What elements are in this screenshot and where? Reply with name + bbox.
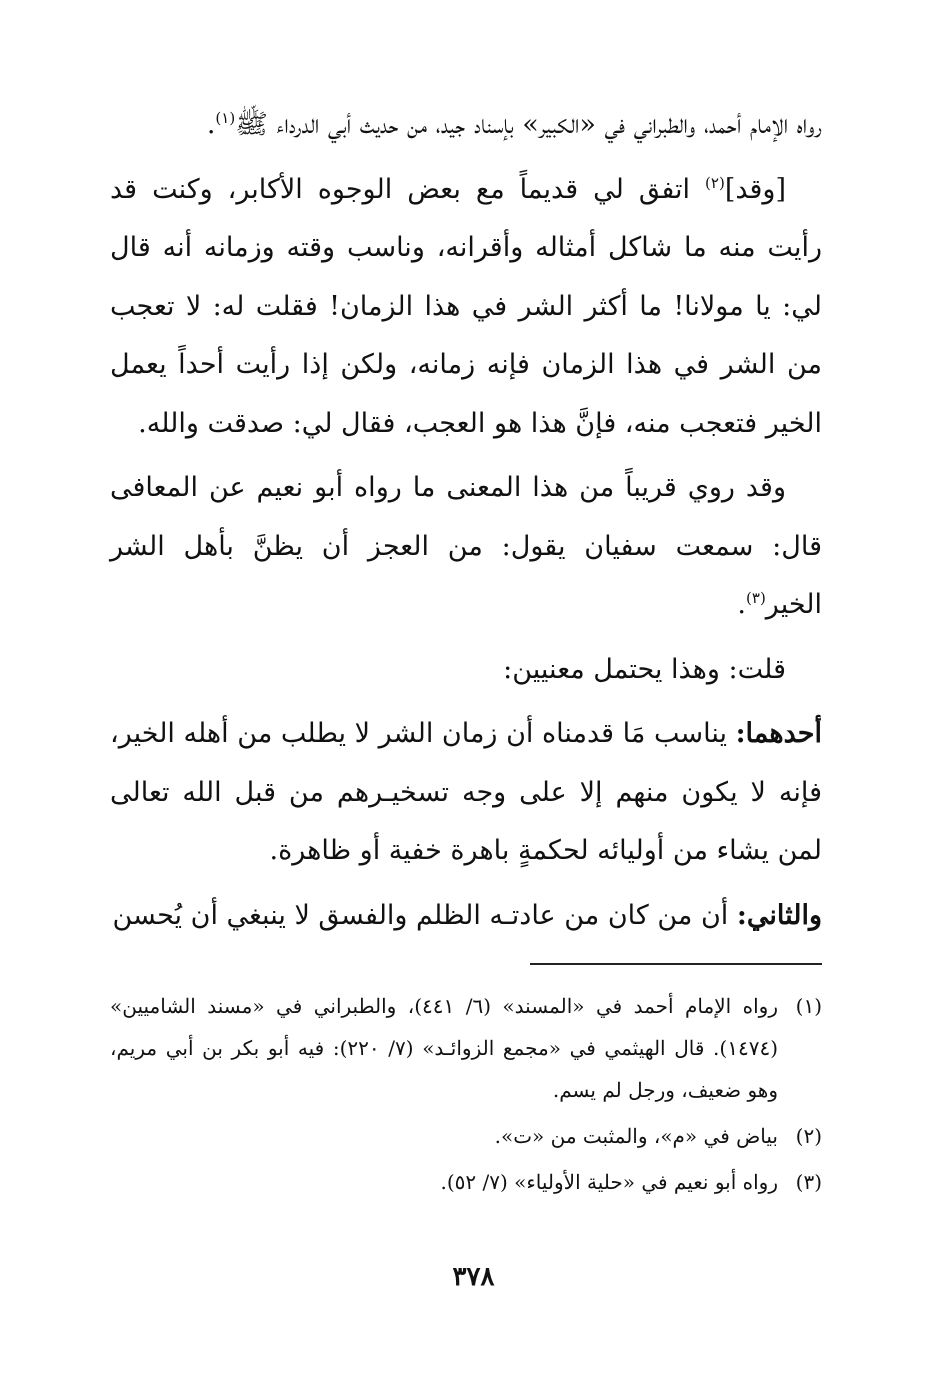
paragraph-1-end: . — [206, 109, 216, 140]
footnote-3-text: رواه أبو نعيم في «حلية الأولياء» (٧/ ٥٢). — [440, 1170, 778, 1194]
footnote-3-number: (٣) — [795, 1170, 822, 1194]
footnote-3 — [110, 1161, 822, 1203]
footnote-1 — [110, 985, 822, 1111]
paragraph-4-text: قلت: وهذا يحتمل معنيين: — [503, 653, 786, 685]
paragraph-1 — [110, 96, 822, 155]
footnote-ref-1[interactable]: (١) — [215, 109, 236, 127]
footnote-1-text: رواه الإمام أحمد في «المسند» (٦/ ٤٤١)، والطبراني في «مسند الشاميين» (١٤٧٤). قال الهيثمي في «مجمع الزوائـد» (٧/ ٢٢٠): فيه أبو بكر بن أبي مريم، وهو ضعيف، ورجل لم يسم. — [110, 994, 778, 1102]
paragraph-2 — [110, 161, 822, 454]
footnote-2-text: بياض في «م»، والمثبت من «ت». — [494, 1124, 778, 1148]
footnote-ref-2[interactable]: (٢) — [705, 173, 725, 192]
paragraph-3-text: وقد روي قريباً من هذا المعنى ما رواه أبو نعيم عن المعافى قال: سمعت سفيان يقول: من العجز أن يظنَّ بأهل الشر الخير — [110, 472, 822, 620]
footnote-2 — [110, 1115, 822, 1157]
footnote-divider — [530, 963, 822, 965]
footnote-2-number: (٢) — [795, 1124, 822, 1148]
footnotes — [110, 985, 822, 1207]
paragraph-6 — [110, 887, 822, 946]
paragraph-5 — [110, 705, 822, 881]
paragraph-6-text: أن من كان من عادتـه الظلم والفسق لا ينبغي أن يُحسن — [112, 899, 737, 931]
page-number: ٣٧٨ — [452, 1262, 495, 1292]
paragraph-2-start: [وقد] — [724, 173, 786, 205]
paragraph-3 — [110, 459, 822, 635]
paragraph-1-text: رواه الإمام أحمد، والطبراني في «الكبير» بإسناد جيد، من حديث أبي الدرداء ﷺ — [235, 109, 822, 140]
paragraph-2-text: اتفق لي قديماً مع بعض الوجوه الأكابر، وكنت قد رأيت منه ما شاكل أمثاله وأقرانه، وناسب وقته وزمانه أنه قال لي: يا مولانا! ما أكثر الشر في هذا الزمان! فقلت له: لا تعجب من الشر في هذا الزمان فإنه زمانه، ولكن إذا رأيت أحداً يعمل الخير فتعجب منه، فإنَّ هذا هو العجب، فقال لي: صدقت والله. — [110, 173, 822, 439]
paragraph-5-text: يناسب مَا قدمناه أن زمان الشر لا يطلب من أهله الخير، فإنه لا يكون منهم إلا على وجه تسخيـرهم من قبل الله تعالى لمن يشاء من أوليائه لحكمةٍ باهرة خفية أو ظاهرة. — [110, 718, 822, 866]
main-text — [110, 96, 822, 951]
paragraph-3-end: . — [737, 589, 747, 620]
paragraph-6-lead: والثاني: — [736, 899, 822, 931]
paragraph-4 — [110, 641, 822, 700]
footnote-1-number: (١) — [795, 994, 822, 1018]
footnote-ref-3[interactable]: (٣) — [746, 589, 766, 607]
paragraph-5-lead: أحدهما: — [735, 718, 822, 749]
